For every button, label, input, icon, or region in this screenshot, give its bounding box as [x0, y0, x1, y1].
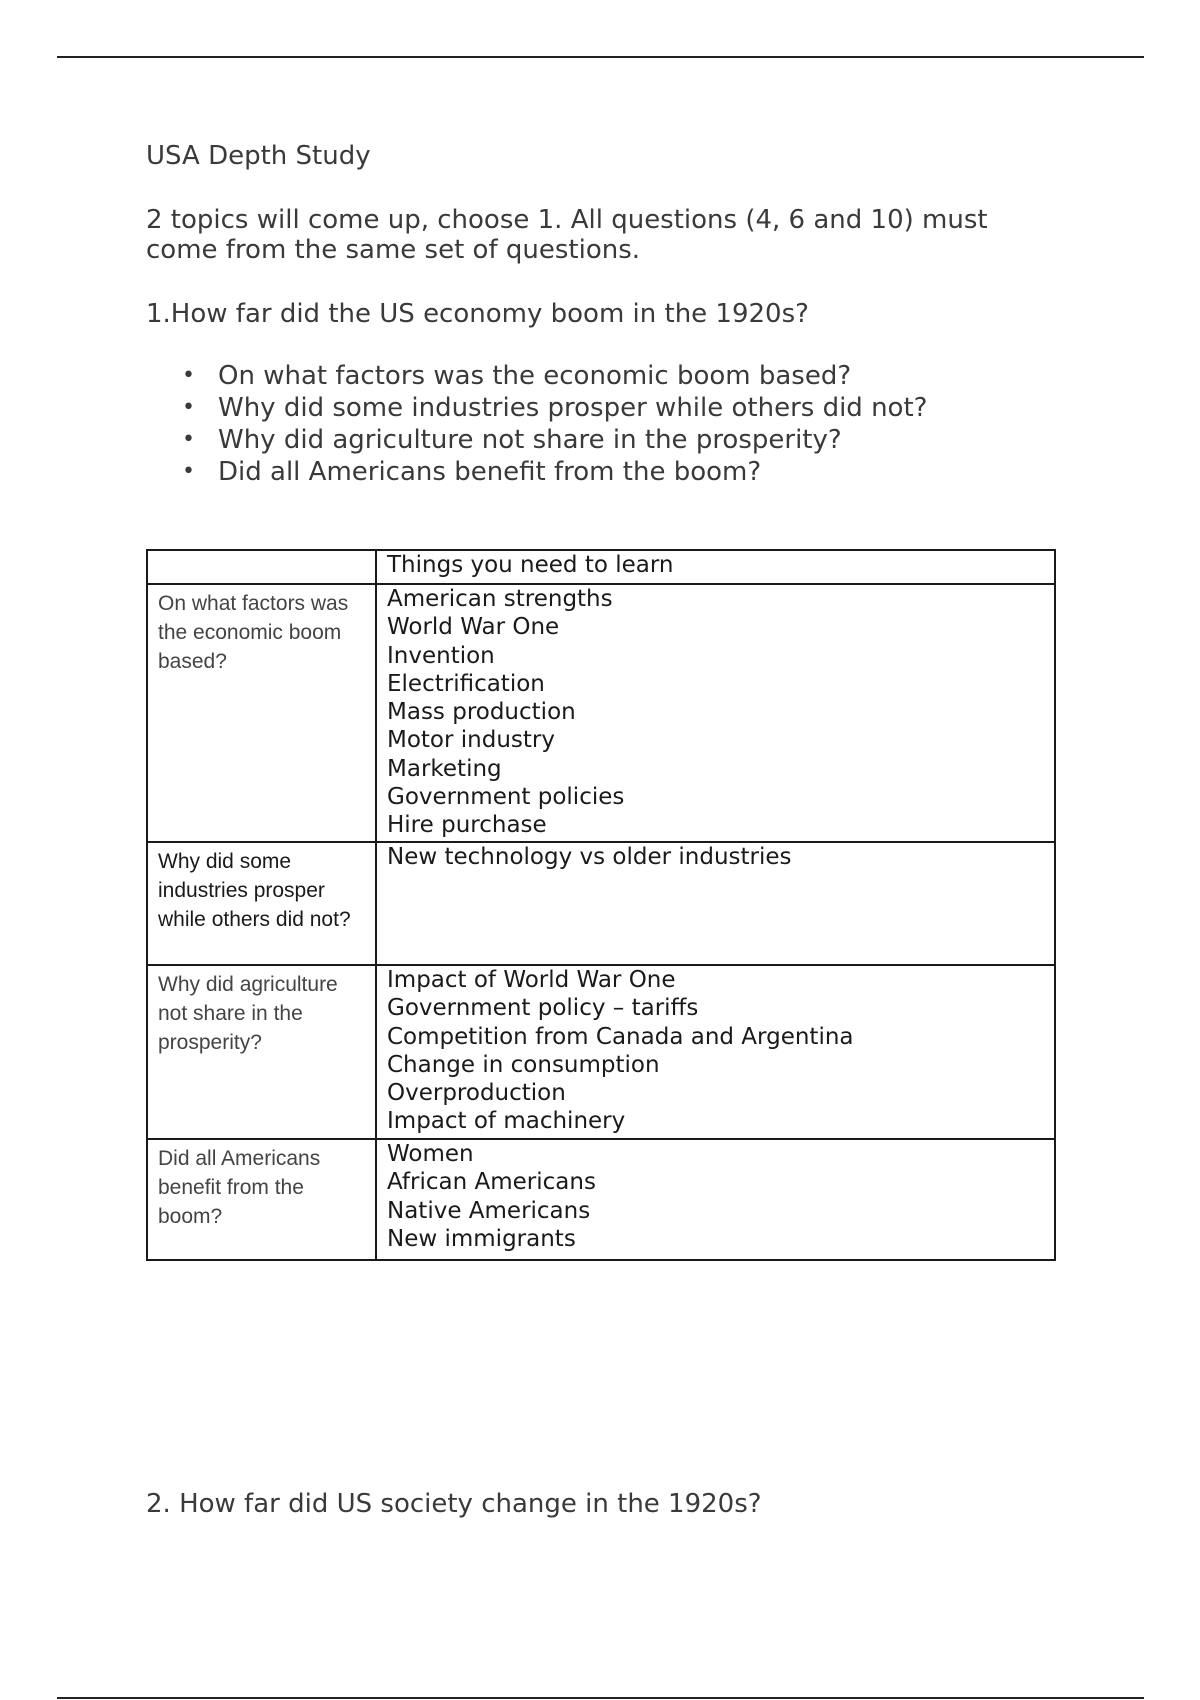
question-text: Did all Americans benefit from the boom? — [218, 457, 762, 487]
header-cell-things-to-learn: Things you need to learn — [376, 550, 1055, 584]
list-item — [182, 360, 1066, 392]
learn-item: American strengths — [387, 586, 613, 612]
row-question-cell: On what factors was the economic boom based? — [147, 584, 376, 842]
learn-item: Impact of World War One — [387, 967, 676, 993]
learn-item: Impact of machinery — [387, 1108, 626, 1135]
row-items-cell — [376, 842, 1055, 965]
document-body — [146, 140, 1066, 488]
learn-item: Women — [387, 1141, 474, 1167]
learn-item: Native Americans — [387, 1197, 591, 1224]
learn-item: Government policy – tariffs — [387, 995, 699, 1022]
bullet-icon: • — [182, 459, 195, 484]
row-items-cell — [376, 1139, 1055, 1260]
row-question-cell: Why did some industries prosper while others did not? — [147, 842, 376, 965]
bullet-icon: • — [182, 427, 195, 452]
top-rule — [57, 56, 1144, 58]
learn-item: Hire purchase — [387, 812, 547, 839]
table-row — [147, 1139, 1055, 1260]
learning-table — [146, 549, 1056, 1261]
learn-item: New immigrants — [387, 1225, 576, 1252]
row-question-cell: Did all Americans benefit from the boom? — [147, 1139, 376, 1260]
topic1-heading: 1.How far did the US economy boom in the 1920s? — [146, 299, 809, 329]
document-title: USA Depth Study — [146, 141, 371, 171]
learn-item: Government policies — [387, 784, 625, 811]
bottom-rule — [57, 1697, 1144, 1699]
bullet-icon: • — [182, 395, 195, 420]
list-item — [182, 424, 1066, 456]
learn-item: Mass production — [387, 699, 576, 726]
table-header-row — [147, 550, 1055, 584]
learn-item: African Americans — [387, 1169, 596, 1196]
learn-item: Motor industry — [387, 727, 555, 754]
table-row — [147, 584, 1055, 842]
learn-item: World War One — [387, 614, 560, 641]
question-text: On what factors was the economic boom based? — [218, 361, 852, 391]
row-question-cell: Why did agriculture not share in the prosperity? — [147, 965, 376, 1139]
learn-item: Competition from Canada and Argentina — [387, 1023, 854, 1050]
table-row — [147, 842, 1055, 965]
learn-item: Change in consumption — [387, 1051, 660, 1078]
topic2-heading: 2. How far did US society change in the 1920s? — [146, 1489, 762, 1519]
list-item — [182, 392, 1066, 424]
row-items-cell — [376, 965, 1055, 1139]
learn-item: Marketing — [387, 755, 502, 782]
header-cell-question — [147, 550, 376, 584]
question-text: Why did agriculture not share in the prosperity? — [218, 425, 842, 455]
learn-item: Overproduction — [387, 1080, 566, 1107]
question-text: Why did some industries prosper while others did not? — [218, 393, 928, 423]
table-row — [147, 965, 1055, 1139]
topic1-question-list — [146, 360, 1066, 488]
learn-item: Invention — [387, 642, 495, 669]
row-items-cell — [376, 584, 1055, 842]
bullet-icon: • — [182, 363, 195, 388]
learn-item: New technology vs older industries — [387, 844, 792, 870]
list-item — [182, 456, 1066, 488]
learn-item: Electrification — [387, 670, 545, 697]
intro-text: 2 topics will come up, choose 1. All questions (4, 6 and 10) must come from the same set of questions. — [146, 205, 988, 265]
